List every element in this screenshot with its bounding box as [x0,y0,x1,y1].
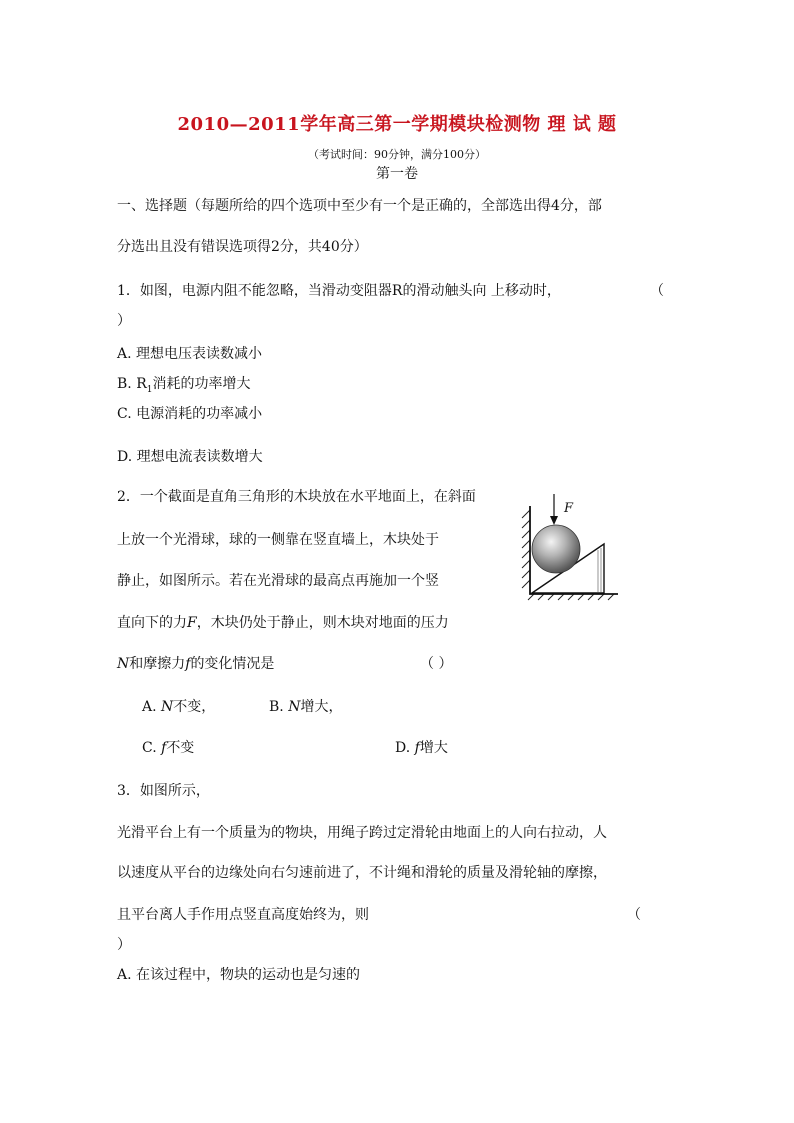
q1-option-d: D. 理想电流表读数增大 [117,449,263,465]
q3-line2: 光滑平台上有一个质量为的物块，用绳子跨过定滑轮由地面上的人向右拉动，人 [117,825,607,841]
force-label: F [564,501,574,516]
q2-line2: 上放一个光滑球，球的一侧靠在竖直墙上，木块处于 [117,532,439,548]
q2-line1: 2．一个截面是直角三角形的木块放在水平地面上，在斜面 [117,489,476,505]
q1-paren-open: （ [650,283,664,299]
q2-figure [518,488,622,604]
q1-paren-close: ） [117,313,131,329]
force-arrow-head [550,516,558,525]
q2-answer-paren: （ ） [420,656,453,672]
q2-line4: 直向下的力F，木块仍处于静止，则木块对地面的压力 [117,615,449,631]
q2-line5: N和摩擦力f的变化情况是 [117,656,275,672]
wall-hatching [522,510,530,588]
q3-paren-close: ） [117,937,131,953]
q2-line3: 静止，如图所示。若在光滑球的最高点再施加一个竖 [117,573,439,589]
ground-hatching [528,594,614,600]
section-heading-line2: 分选出且没有错误选项得2分，共40分） [117,239,368,255]
q1-option-c: C. 电源消耗的功率减小 [117,406,263,422]
q3-paren-open: （ [627,907,641,923]
q3-line3: 以速度从平台的边缘处向右匀速前进了，不计绳和滑轮的质量及滑轮轴的摩擦， [117,865,607,881]
q1-option-b: B. $R_1$消耗的功率增大 [117,376,251,395]
q2-option-d: D. f增大 [395,740,448,756]
q3-option-a: A. 在该过程中，物块的运动也是匀速的 [117,967,361,983]
section-heading-line1: 一、选择题（每题所给的四个选项中至少有一个是正确的，全部选出得4分，部 [117,198,602,214]
q2-option-a: A. N不变， [142,699,216,715]
q2-option-c: C. f不变 [142,740,195,756]
volume-label: 第一卷 [376,166,418,182]
ball [532,525,580,573]
q3-line1: 3．如图所示， [117,783,210,799]
q1-option-a: A. 理想电压表读数减小 [117,346,263,362]
exam-subtitle: （考试时间：90分钟，满分100分） [308,148,486,161]
exam-title: 2010—2011学年高三第一学期模块检测物 理 试 题 [177,114,617,135]
q1-stem: 1．如图，电源内阻不能忽略，当滑动变阻器R的滑动触头向 上移动时， [117,283,561,299]
q2-option-b: B. N增大， [269,699,343,715]
q3-line4: 且平台离人手作用点竖直高度始终为，则 [117,907,369,923]
